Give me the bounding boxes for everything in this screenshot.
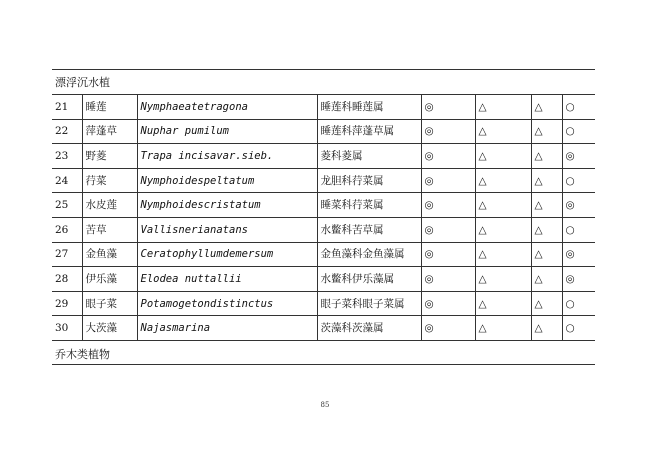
rating-1-cell: ◎ — [421, 95, 475, 120]
rating-2-cell: △ — [475, 168, 531, 193]
table-row — [52, 193, 595, 218]
rating-4-cell: ◎ — [562, 242, 595, 267]
row-number-cell: 28 — [52, 267, 82, 292]
section-title-floating-submerged: 漂浮沉水植 — [55, 76, 110, 89]
latin-name-cell: Nuphar pumilum — [137, 119, 317, 144]
rating-3-cell: △ — [531, 95, 562, 120]
latin-name-cell: Najasmarina — [137, 316, 317, 341]
rating-3-cell: △ — [531, 217, 562, 242]
latin-name-cell: Nymphoidescristatum — [137, 193, 317, 218]
rating-4-cell: ○ — [562, 168, 595, 193]
family-genus-cell: 水鳖科苦草属 — [317, 217, 421, 242]
plant-name-cell: 睡莲 — [82, 95, 137, 120]
rating-2-cell: △ — [475, 119, 531, 144]
plant-name-cell: 金鱼藻 — [82, 242, 137, 267]
table-row — [52, 168, 595, 193]
rating-1-cell: ◎ — [421, 193, 475, 218]
section-title-trees: 乔木类植物 — [55, 348, 110, 361]
plant-name-cell: 苦草 — [82, 217, 137, 242]
row-number-cell: 21 — [52, 95, 82, 120]
row-number-cell: 25 — [52, 193, 82, 218]
rating-1-cell: ◎ — [421, 267, 475, 292]
latin-name-cell: Potamogetondistinctus — [137, 291, 317, 316]
plant-name-cell: 眼子菜 — [82, 291, 137, 316]
table-row — [52, 144, 595, 169]
page-number: 85 — [320, 401, 330, 409]
table-row — [52, 242, 595, 267]
family-genus-cell: 睡莲科睡莲属 — [317, 95, 421, 120]
rating-4-cell: ◎ — [562, 193, 595, 218]
rating-4-cell: ○ — [562, 217, 595, 242]
table-row — [52, 291, 595, 316]
rating-1-cell: ◎ — [421, 316, 475, 341]
rating-2-cell: △ — [475, 242, 531, 267]
table-row — [52, 217, 595, 242]
row-number-cell: 24 — [52, 168, 82, 193]
rating-2-cell: △ — [475, 217, 531, 242]
row-number-cell: 30 — [52, 316, 82, 341]
plant-name-cell: 萍蓬草 — [82, 119, 137, 144]
rating-2-cell: △ — [475, 95, 531, 120]
rating-4-cell: ○ — [562, 119, 595, 144]
rating-4-cell: ◎ — [562, 144, 595, 169]
rating-2-cell: △ — [475, 316, 531, 341]
rating-4-cell: ○ — [562, 291, 595, 316]
rating-1-cell: ◎ — [421, 217, 475, 242]
family-genus-cell: 茨藻科茨藻属 — [317, 316, 421, 341]
latin-name-cell: Nymphoidespeltatum — [137, 168, 317, 193]
rating-4-cell: ◎ — [562, 267, 595, 292]
rating-1-cell: ◎ — [421, 168, 475, 193]
rating-2-cell: △ — [475, 291, 531, 316]
family-genus-cell: 睡菜科荇菜属 — [317, 193, 421, 218]
plant-name-cell: 大茨藻 — [82, 316, 137, 341]
rating-2-cell: △ — [475, 267, 531, 292]
table-row — [52, 95, 595, 120]
row-number-cell: 27 — [52, 242, 82, 267]
latin-name-cell: Ceratophyllumdemersum — [137, 242, 317, 267]
rating-2-cell: △ — [475, 144, 531, 169]
rating-4-cell: ○ — [562, 95, 595, 120]
rating-1-cell: ◎ — [421, 119, 475, 144]
plant-name-cell: 伊乐藻 — [82, 267, 137, 292]
family-genus-cell: 龙胆科荇菜属 — [317, 168, 421, 193]
row-number-cell: 23 — [52, 144, 82, 169]
rating-1-cell: ◎ — [421, 144, 475, 169]
latin-name-cell: Trapa incisavar.sieb. — [137, 144, 317, 169]
plant-name-cell: 水皮莲 — [82, 193, 137, 218]
rating-3-cell: △ — [531, 144, 562, 169]
plant-table — [52, 94, 595, 341]
rating-2-cell: △ — [475, 193, 531, 218]
latin-name-cell: Nymphaeatetragona — [137, 95, 317, 120]
rating-3-cell: △ — [531, 242, 562, 267]
bottom-rule — [52, 364, 595, 365]
rating-3-cell: △ — [531, 291, 562, 316]
top-rule — [52, 69, 595, 70]
rating-1-cell: ◎ — [421, 242, 475, 267]
plant-name-cell: 荇菜 — [82, 168, 137, 193]
latin-name-cell: Vallisnerianatans — [137, 217, 317, 242]
family-genus-cell: 水鳖科伊乐藻属 — [317, 267, 421, 292]
rating-4-cell: ○ — [562, 316, 595, 341]
row-number-cell: 26 — [52, 217, 82, 242]
latin-name-cell: Elodea nuttallii — [137, 267, 317, 292]
rating-3-cell: △ — [531, 168, 562, 193]
rating-3-cell: △ — [531, 119, 562, 144]
rating-1-cell: ◎ — [421, 291, 475, 316]
table-row — [52, 119, 595, 144]
rating-3-cell: △ — [531, 193, 562, 218]
rating-3-cell: △ — [531, 267, 562, 292]
table-row — [52, 316, 595, 341]
family-genus-cell: 眼子菜科眼子菜属 — [317, 291, 421, 316]
family-genus-cell: 金鱼藻科金鱼藻属 — [317, 242, 421, 267]
family-genus-cell: 睡莲科萍蓬草属 — [317, 119, 421, 144]
row-number-cell: 29 — [52, 291, 82, 316]
plant-name-cell: 野菱 — [82, 144, 137, 169]
table-row — [52, 267, 595, 292]
family-genus-cell: 菱科菱属 — [317, 144, 421, 169]
rating-3-cell: △ — [531, 316, 562, 341]
row-number-cell: 22 — [52, 119, 82, 144]
